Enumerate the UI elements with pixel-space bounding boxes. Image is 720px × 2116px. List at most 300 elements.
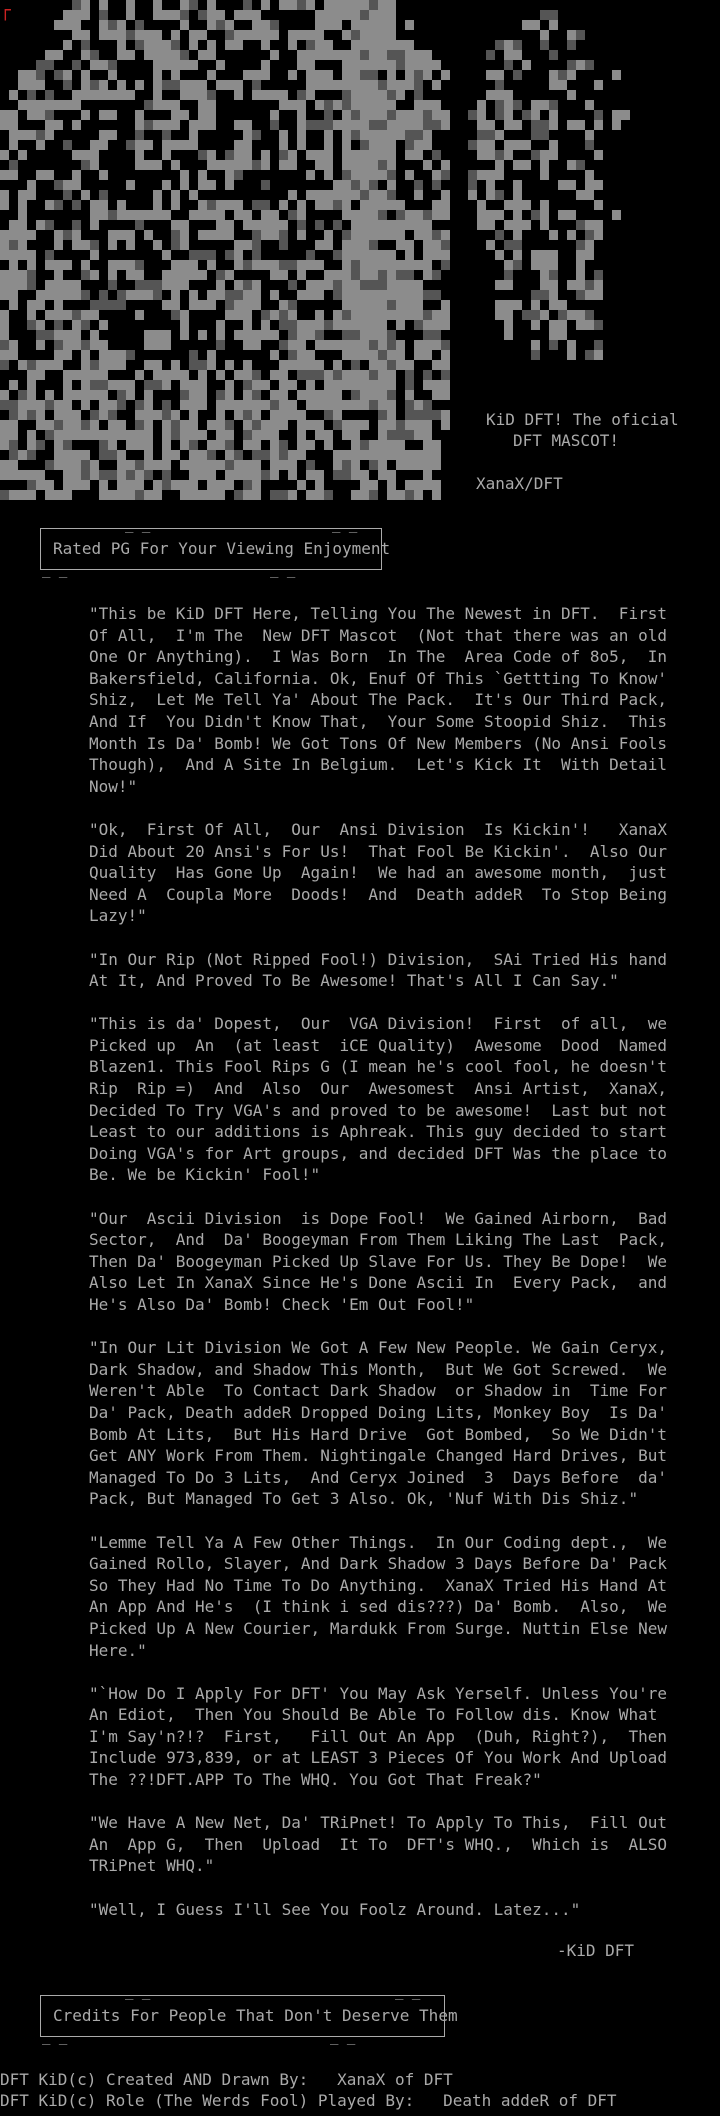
art-block-617 <box>333 190 342 200</box>
art-block-724 <box>297 220 306 230</box>
art-block-1460 <box>378 420 387 430</box>
art-block-60 <box>261 20 270 30</box>
art-block-1538 <box>27 450 36 460</box>
art-block-1616 <box>81 470 90 480</box>
paragraph-other-things: "Lemme Tell Ya A Few Other Things. In Our Coding dept., We Gained Rollo, Slayer, And Dark Shadow 3 Days Before Da' Pack So They Had No Time To Do Anything. XanaX Tried His Hand At An App And He's (I think i sed dis???) Da' Bomb. Also, We Picked Up A New Courier, Mardukk From Surge. Nuttin Else New Here." <box>89 1532 667 1660</box>
art-block-344 <box>99 110 108 120</box>
art-block-866 <box>261 260 270 270</box>
art-block-105 <box>63 40 72 50</box>
art-block-628 <box>495 190 504 200</box>
art-block-1537 <box>18 450 27 460</box>
art-block-1022 <box>189 300 198 310</box>
art-block-1626 <box>198 470 207 480</box>
art-block-450 <box>585 130 594 140</box>
art-block-1707 <box>414 490 423 500</box>
art-block-1669 <box>405 480 414 490</box>
art-block-1056 <box>171 310 180 320</box>
art-block-1574 <box>45 460 54 470</box>
art-block-1680 <box>99 490 108 500</box>
art-block-801 <box>315 240 324 250</box>
art-block-1544 <box>108 450 117 460</box>
art-block-350 <box>207 110 216 120</box>
box-tick-bottom-left: _ _ <box>42 562 68 578</box>
art-block-644 <box>216 200 225 210</box>
art-block-23 <box>72 10 81 20</box>
art-block-985 <box>216 290 225 300</box>
art-block-1206 <box>306 350 315 360</box>
art-block-1179 <box>360 340 369 350</box>
art-block-1491 <box>261 430 270 440</box>
art-block-673 <box>126 210 135 220</box>
art-block-175 <box>171 60 180 70</box>
art-block-911 <box>333 270 342 280</box>
art-block-1684 <box>135 490 144 500</box>
art-block-565 <box>360 170 369 180</box>
art-block-1393 <box>414 400 423 410</box>
art-block-761 <box>225 230 234 240</box>
art-block-1264 <box>171 370 180 380</box>
art-block-672 <box>117 210 126 220</box>
art-block-147 <box>270 50 279 60</box>
art-block-1016 <box>90 300 99 310</box>
art-block-286 <box>270 90 279 100</box>
art-block-1156 <box>0 340 9 350</box>
art-block-1529 <box>360 440 369 450</box>
art-block-1423 <box>405 410 414 420</box>
art-block-101 <box>387 30 396 40</box>
art-block-1590 <box>216 460 225 470</box>
art-block-338 <box>0 110 9 120</box>
art-block-1528 <box>351 440 360 450</box>
art-block-334 <box>531 100 540 110</box>
art-block-1012 <box>9 300 18 310</box>
art-block-578 <box>27 180 36 190</box>
art-block-702 <box>513 210 522 220</box>
art-block-1383 <box>315 400 324 410</box>
art-block-1084 <box>558 310 567 320</box>
art-block-94 <box>306 30 315 40</box>
art-block-201 <box>54 70 63 80</box>
art-block-1583 <box>144 460 153 470</box>
art-block-326 <box>387 100 396 110</box>
art-block-419 <box>612 120 621 130</box>
art-block-1594 <box>252 460 261 470</box>
art-block-412 <box>513 120 522 130</box>
art-block-809 <box>423 240 432 250</box>
art-block-743 <box>585 220 594 230</box>
art-block-1037 <box>396 300 405 310</box>
art-block-910 <box>324 270 333 280</box>
art-block-1043 <box>513 300 522 310</box>
art-block-1407 <box>153 410 162 420</box>
art-block-215 <box>342 70 351 80</box>
art-block-1241 <box>288 360 297 370</box>
art-block-464 <box>243 140 252 150</box>
art-block-1185 <box>423 340 432 350</box>
art-block-1004 <box>423 290 432 300</box>
art-block-997 <box>360 290 369 300</box>
art-block-1499 <box>387 430 396 440</box>
art-block-1631 <box>252 470 261 480</box>
art-block-1035 <box>378 300 387 310</box>
art-block-762 <box>252 230 261 240</box>
art-block-570 <box>432 170 441 180</box>
art-block-1469 <box>27 430 36 440</box>
art-block-213 <box>315 70 324 80</box>
art-block-1144 <box>315 330 324 340</box>
art-block-196 <box>576 60 585 70</box>
art-block-1134 <box>198 330 207 340</box>
art-block-1474 <box>81 430 90 440</box>
art-block-1270 <box>252 370 261 380</box>
art-block-330 <box>477 100 486 110</box>
art-block-692 <box>378 210 387 220</box>
art-block-891 <box>9 270 18 280</box>
art-block-1285 <box>423 370 432 380</box>
art-block-374 <box>612 110 621 120</box>
art-block-1294 <box>117 380 126 390</box>
art-block-1493 <box>297 430 306 440</box>
art-block-712 <box>72 220 81 230</box>
art-block-155 <box>360 50 369 60</box>
art-block-689 <box>351 210 360 220</box>
art-block-1377 <box>252 400 261 410</box>
art-block-424 <box>45 130 54 140</box>
art-block-495 <box>243 150 252 160</box>
art-block-1547 <box>162 450 171 460</box>
art-block-69 <box>387 20 396 30</box>
art-block-1563 <box>360 450 369 460</box>
art-block-542 <box>387 160 396 170</box>
art-block-1322 <box>18 390 27 400</box>
art-block-1299 <box>180 380 189 390</box>
paragraph-ansi-division: "Ok, First Of All, Our Ansi Division Is Kickin'! XanaX Did About 20 Ansi's For Us! That Fool Be Kickin'. Also Our Quality Has Gone Up Again! We had an awesome month, just Need A Coupla More Doods! And Death addeR To Stop Being Lazy!" <box>89 819 667 926</box>
art-block-1271 <box>270 370 279 380</box>
art-block-1194 <box>54 350 63 360</box>
art-block-1215 <box>423 350 432 360</box>
art-block-638 <box>99 200 108 210</box>
art-block-1361 <box>54 400 63 410</box>
art-block-1573 <box>9 460 18 470</box>
art-block-346 <box>135 110 144 120</box>
art-block-307 <box>63 100 72 110</box>
art-block-501 <box>324 150 333 160</box>
art-block-1419 <box>324 410 333 420</box>
art-block-322 <box>351 100 360 110</box>
art-block-225 <box>495 70 504 80</box>
art-block-1521 <box>243 440 252 450</box>
art-block-288 <box>297 90 306 100</box>
art-block-1218 <box>567 350 576 360</box>
art-block-1172 <box>288 340 297 350</box>
art-block-869 <box>288 260 297 270</box>
art-block-1272 <box>279 370 288 380</box>
art-block-73 <box>549 20 558 30</box>
art-block-1159 <box>54 340 63 350</box>
art-block-1702 <box>360 490 369 500</box>
art-block-858 <box>135 260 144 270</box>
art-block-272 <box>81 90 90 100</box>
art-block-275 <box>108 90 117 100</box>
art-block-1051 <box>63 310 72 320</box>
art-block-317 <box>297 100 306 110</box>
art-block-1315 <box>378 380 387 390</box>
art-block-557 <box>180 170 189 180</box>
art-block-1283 <box>387 370 396 380</box>
art-block-1608 <box>432 460 441 470</box>
art-block-15 <box>333 0 342 10</box>
art-block-1656 <box>171 480 180 490</box>
art-block-909 <box>297 270 306 280</box>
art-block-1523 <box>270 440 279 450</box>
art-block-181 <box>306 60 315 70</box>
art-block-337 <box>585 100 594 110</box>
art-block-27 <box>153 10 162 20</box>
art-block-465 <box>279 140 288 150</box>
art-block-129 <box>495 40 504 50</box>
art-block-1107 <box>351 320 360 330</box>
art-block-205 <box>153 70 162 80</box>
art-block-92 <box>288 30 297 40</box>
art-block-1592 <box>234 460 243 470</box>
art-block-943 <box>234 280 243 290</box>
art-block-993 <box>315 290 324 300</box>
art-block-212 <box>306 70 315 80</box>
art-block-1653 <box>135 480 144 490</box>
art-block-1296 <box>144 380 153 390</box>
art-block-1072 <box>387 310 396 320</box>
art-block-972 <box>54 290 63 300</box>
art-block-1344 <box>315 390 324 400</box>
art-block-686 <box>288 210 297 220</box>
art-block-1655 <box>162 480 171 490</box>
art-block-653 <box>333 200 342 210</box>
art-block-389 <box>234 120 243 130</box>
art-block-121 <box>324 40 333 50</box>
art-block-1169 <box>243 340 252 350</box>
art-block-1525 <box>297 440 306 450</box>
art-block-1509 <box>63 440 72 450</box>
art-block-647 <box>252 200 261 210</box>
art-block-1279 <box>351 370 360 380</box>
art-block-549 <box>567 160 576 170</box>
art-block-417 <box>576 120 585 130</box>
art-block-323 <box>360 100 369 110</box>
art-block-820 <box>27 250 36 260</box>
art-block-1645 <box>36 480 45 490</box>
art-block-924 <box>549 270 558 280</box>
art-block-439 <box>378 130 387 140</box>
art-block-1103 <box>315 320 324 330</box>
art-block-1472 <box>63 430 72 440</box>
art-block-151 <box>324 50 333 60</box>
art-block-449 <box>540 130 549 140</box>
art-block-1607 <box>423 460 432 470</box>
art-block-1160 <box>63 340 72 350</box>
art-block-1146 <box>351 330 360 340</box>
art-block-198 <box>18 70 27 80</box>
art-block-1587 <box>189 460 198 470</box>
art-block-1445 <box>207 420 216 430</box>
art-block-1682 <box>117 490 126 500</box>
art-block-261 <box>405 80 414 90</box>
art-block-715 <box>171 220 180 230</box>
art-block-1629 <box>234 470 243 480</box>
art-block-66 <box>360 20 369 30</box>
art-block-847 <box>576 250 585 260</box>
art-block-466 <box>297 140 306 150</box>
art-block-634 <box>45 200 54 210</box>
art-block-649 <box>279 200 288 210</box>
art-block-218 <box>369 70 378 80</box>
art-block-1612 <box>27 470 36 480</box>
art-block-1657 <box>180 480 189 490</box>
art-block-826 <box>207 250 216 260</box>
art-block-257 <box>369 80 378 90</box>
art-block-739 <box>513 220 522 230</box>
art-block-1013 <box>27 300 36 310</box>
art-block-1230 <box>108 360 117 370</box>
art-block-1581 <box>126 460 135 470</box>
art-block-1197 <box>99 350 108 360</box>
art-block-863 <box>234 260 243 270</box>
art-block-451 <box>9 140 18 150</box>
art-block-1126 <box>54 330 63 340</box>
art-block-219 <box>387 70 396 80</box>
art-block-642 <box>198 200 207 210</box>
art-block-1683 <box>126 490 135 500</box>
art-block-202 <box>63 70 72 80</box>
art-block-556 <box>99 170 108 180</box>
art-block-1459 <box>360 420 369 430</box>
art-block-772 <box>378 230 387 240</box>
art-block-1571 <box>432 450 441 460</box>
art-block-25 <box>99 10 108 20</box>
art-block-1622 <box>135 470 144 480</box>
art-block-1618 <box>99 470 108 480</box>
art-block-171 <box>99 60 108 70</box>
art-block-1112 <box>414 320 423 330</box>
art-block-1318 <box>423 380 432 390</box>
art-block-855 <box>108 260 117 270</box>
art-block-1210 <box>369 350 378 360</box>
art-block-908 <box>279 270 288 280</box>
art-block-1131 <box>153 330 162 340</box>
art-block-1102 <box>306 320 315 330</box>
art-block-1018 <box>108 300 117 310</box>
art-block-193 <box>504 60 513 70</box>
art-block-704 <box>540 210 549 220</box>
art-block-1589 <box>207 460 216 470</box>
art-block-1180 <box>369 340 378 350</box>
art-block-1239 <box>243 360 252 370</box>
art-block-1541 <box>72 450 81 460</box>
art-block-913 <box>351 270 360 280</box>
art-block-1435 <box>81 420 90 430</box>
art-block-588 <box>261 180 270 190</box>
art-block-1231 <box>117 360 126 370</box>
art-block-1457 <box>342 420 351 430</box>
art-block-737 <box>486 220 495 230</box>
art-block-1367 <box>135 400 144 410</box>
art-block-1483 <box>171 430 180 440</box>
art-block-487 <box>81 150 90 160</box>
art-block-128 <box>405 40 414 50</box>
art-block-1699 <box>315 490 324 500</box>
art-block-533 <box>279 160 288 170</box>
art-block-168 <box>45 60 54 70</box>
art-block-624 <box>414 190 423 200</box>
art-block-152 <box>333 50 342 60</box>
art-block-1223 <box>27 360 36 370</box>
art-block-8 <box>243 0 252 10</box>
art-block-1665 <box>315 480 324 490</box>
art-block-1647 <box>63 480 72 490</box>
art-block-197 <box>585 60 594 70</box>
art-block-220 <box>405 70 414 80</box>
art-block-35 <box>243 10 252 20</box>
credits-tick-top-right: _ _ <box>395 1984 421 2000</box>
art-block-12 <box>297 0 306 10</box>
art-block-827 <box>225 250 234 260</box>
art-block-1391 <box>387 400 396 410</box>
art-block-1092 <box>72 320 81 330</box>
art-block-1395 <box>9 410 18 420</box>
art-block-1414 <box>252 410 261 420</box>
art-block-1325 <box>63 390 72 400</box>
art-block-1470 <box>45 430 54 440</box>
art-block-1526 <box>306 440 315 450</box>
art-block-339 <box>9 110 18 120</box>
art-block-1332 <box>144 390 153 400</box>
art-block-107 <box>117 40 126 50</box>
art-block-1559 <box>297 450 306 460</box>
art-block-1515 <box>162 440 171 450</box>
art-block-671 <box>108 210 117 220</box>
art-block-1501 <box>405 430 414 440</box>
art-block-1213 <box>396 350 405 360</box>
art-block-194 <box>522 60 531 70</box>
art-block-546 <box>513 160 522 170</box>
art-block-1597 <box>288 460 297 470</box>
art-block-599 <box>513 180 522 190</box>
art-block-209 <box>252 70 261 80</box>
art-block-535 <box>315 160 324 170</box>
art-block-1251 <box>405 360 414 370</box>
art-block-676 <box>153 210 162 220</box>
art-block-399 <box>360 120 369 130</box>
art-block-304 <box>36 100 45 110</box>
art-block-1599 <box>333 460 342 470</box>
art-block-19 <box>369 0 378 10</box>
art-block-332 <box>504 100 513 110</box>
art-block-204 <box>108 70 117 80</box>
art-block-1066 <box>333 310 342 320</box>
art-block-21 <box>387 0 396 10</box>
art-block-482 <box>549 140 558 150</box>
art-block-80 <box>135 30 144 40</box>
art-block-1254 <box>27 370 36 380</box>
art-block-794 <box>153 240 162 250</box>
art-block-1269 <box>243 370 252 380</box>
art-block-463 <box>234 140 243 150</box>
art-block-1086 <box>576 310 585 320</box>
art-block-1539 <box>54 450 63 460</box>
art-block-446 <box>486 130 495 140</box>
art-block-1276 <box>324 370 333 380</box>
art-block-996 <box>351 290 360 300</box>
art-block-815 <box>576 240 585 250</box>
